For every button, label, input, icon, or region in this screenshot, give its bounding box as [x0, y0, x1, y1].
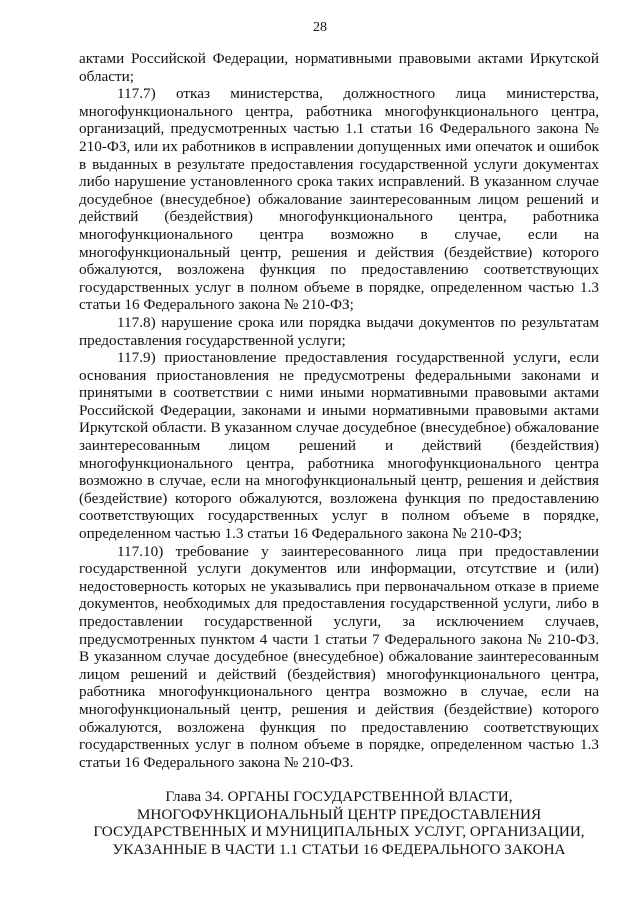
paragraph-117-10: 117.10) требование у заинтересованного лица при предоставлении государственной услуги документов или информации, отсутствие и (или) недостоверность которых не указывались при первоначальном отказе в приеме документов, необходимых для предоставления государственной услуги, либо в предоставлении государственной услуги, за исключением случаев, предусмотренных пунктом 4 части 1 статьи 7 Федерального закона № 210-ФЗ. В указанном случае досудебное (внесудебное) обжалование заинтересованным лицом решений и действий (бездействия) многофункционального центра, работника многофункционального центра возможно в случае, если на многофункциональный центр, решения и действия (бездействие) которого обжалуются, возложена функция по предоставлению соответствующих государственных услуг в полном объеме в порядке, определенном частью 1.3 статьи 16 Федерального закона № 210-ФЗ.	[79, 542, 599, 771]
page-number: 28	[313, 20, 327, 35]
paragraph-117-8: 117.8) нарушение срока или порядка выдачи документов по результатам предоставления государственной услуги;	[79, 313, 599, 349]
chapter-heading	[79, 788, 599, 858]
chapter-heading-line: УКАЗАННЫЕ В ЧАСТИ 1.1 СТАТЬИ 16 ФЕДЕРАЛЬНОГО ЗАКОНА	[112, 840, 566, 858]
chapter-heading-line: ГОСУДАРСТВЕННЫХ И МУНИЦИПАЛЬНЫХ УСЛУГ, ОРГАНИЗАЦИИ,	[93, 823, 585, 841]
document-body	[79, 50, 599, 771]
paragraph-continuation: актами Российской Федерации, нормативными правовыми актами Иркутской области;	[79, 50, 599, 85]
paragraph-117-9: 117.9) приостановление предоставления государственной услуги, если основания приостановления не предусмотрены федеральными законами и принятыми в соответствии с ними иными нормативными правовыми актами Российской Федерации, законами и иными нормативными правовыми актами Иркутской области. В указанном случае досудебное (внесудебное) обжалование заинтересованным лицом решений и действий (бездействия) многофункционального центра, работника многофункционального центра возможно в случае, если на многофункциональный центр, решения и действия (бездействие) которого обжалуются, возложена функция по предоставлению соответствующих государственных услуг в полном объеме в порядке, определенном частью 1.3 статьи 16 Федерального закона № 210-ФЗ;	[79, 349, 599, 543]
chapter-heading-line: МНОГОФУНКЦИОНАЛЬНЫЙ ЦЕНТР ПРЕДОСТАВЛЕНИЯ	[136, 805, 542, 823]
paragraph-117-7: 117.7) отказ министерства, должностного лица министерства, многофункционального центра, работника многофункционального центра, организаций, предусмотренных частью 1.1 статьи 16 Федерального закона № 210-ФЗ, или их работников в исправлении допущенных ими опечаток и ошибок в выданных в результате предоставления государственной услуги документах либо нарушение установленного срока таких исправлений. В указанном случае досудебное (внесудебное) обжалование заинтересованным лицом решений и действий (бездействия) многофункционального центра, работника многофункционального центра возможно в случае, если на многофункциональный центр, решения и действия (бездействие) которого обжалуются, возложена функция по предоставлению соответствующих государственных услуг в полном объеме в порядке, определенном частью 1.3 статьи 16 Федерального закона № 210-ФЗ;	[79, 85, 599, 314]
chapter-heading-line: Глава 34. ОРГАНЫ ГОСУДАРСТВЕННОЙ ВЛАСТИ,	[165, 788, 513, 805]
